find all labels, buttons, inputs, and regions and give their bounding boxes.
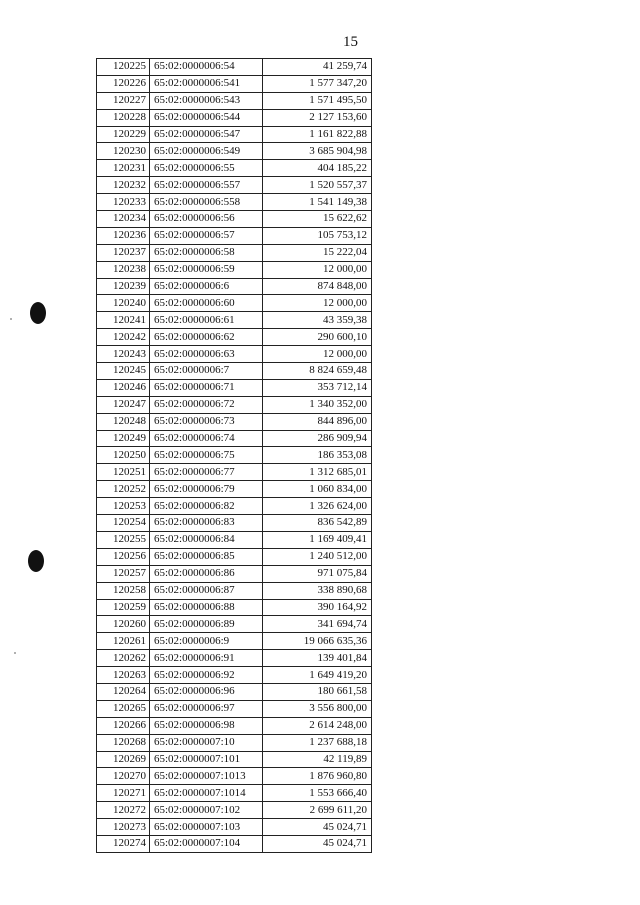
cadastral-value-cell: 971 075,84 (263, 565, 372, 582)
table-row (97, 295, 372, 312)
table-row (97, 261, 372, 278)
row-number-cell: 120249 (97, 430, 150, 447)
row-number-cell: 120243 (97, 346, 150, 363)
table-row (97, 363, 372, 380)
row-number-cell: 120266 (97, 717, 150, 734)
cadastral-value-cell: 45 024,71 (263, 835, 372, 852)
cadastral-number-cell: 65:02:0000006:79 (150, 481, 263, 498)
table-row (97, 430, 372, 447)
table-row (97, 75, 372, 92)
cadastral-number-cell: 65:02:0000007:101 (150, 751, 263, 768)
row-number-cell: 120259 (97, 599, 150, 616)
cadastral-value-cell: 180 661,58 (263, 683, 372, 700)
cadastral-number-cell: 65:02:0000006:73 (150, 413, 263, 430)
row-number-cell: 120250 (97, 447, 150, 464)
table-row (97, 143, 372, 160)
row-number-cell: 120226 (97, 75, 150, 92)
table-row (97, 515, 372, 532)
row-number-cell: 120255 (97, 531, 150, 548)
row-number-cell: 120228 (97, 109, 150, 126)
table-row (97, 599, 372, 616)
row-number-cell: 120238 (97, 261, 150, 278)
cadastral-number-cell: 65:02:0000007:102 (150, 802, 263, 819)
cadastral-number-cell: 65:02:0000007:1013 (150, 768, 263, 785)
cadastral-number-cell: 65:02:0000006:91 (150, 650, 263, 667)
table-row (97, 717, 372, 734)
cadastral-number-cell: 65:02:0000006:58 (150, 244, 263, 261)
row-number-cell: 120256 (97, 548, 150, 565)
cadastral-value-cell: 12 000,00 (263, 261, 372, 278)
cadastral-value-cell: 404 185,22 (263, 160, 372, 177)
table-row (97, 667, 372, 684)
row-number-cell: 120227 (97, 92, 150, 109)
cadastral-number-cell: 65:02:0000006:87 (150, 582, 263, 599)
cadastral-number-cell: 65:02:0000006:54 (150, 59, 263, 76)
cadastral-number-cell: 65:02:0000006:557 (150, 177, 263, 194)
table-row (97, 346, 372, 363)
table-row (97, 396, 372, 413)
table-row (97, 700, 372, 717)
row-number-cell: 120261 (97, 633, 150, 650)
cadastral-number-cell: 65:02:0000006:59 (150, 261, 263, 278)
cadastral-value-cell: 1 060 834,00 (263, 481, 372, 498)
table-row (97, 802, 372, 819)
table-row (97, 447, 372, 464)
row-number-cell: 120272 (97, 802, 150, 819)
row-number-cell: 120270 (97, 768, 150, 785)
table-row (97, 819, 372, 836)
cadastral-number-cell: 65:02:0000006:96 (150, 683, 263, 700)
cadastral-value-cell: 286 909,94 (263, 430, 372, 447)
row-number-cell: 120262 (97, 650, 150, 667)
cadastral-value-cell: 42 119,89 (263, 751, 372, 768)
table-row (97, 785, 372, 802)
row-number-cell: 120268 (97, 734, 150, 751)
table-row (97, 312, 372, 329)
table-row (97, 498, 372, 515)
table-row (97, 194, 372, 211)
cadastral-value-cell: 1 571 495,50 (263, 92, 372, 109)
row-number-cell: 120236 (97, 227, 150, 244)
table-row (97, 548, 372, 565)
row-number-cell: 120274 (97, 835, 150, 852)
cadastral-value-cell: 390 164,92 (263, 599, 372, 616)
table-row (97, 633, 372, 650)
table-row (97, 565, 372, 582)
cadastral-number-cell: 65:02:0000006:74 (150, 430, 263, 447)
cadastral-number-cell: 65:02:0000006:541 (150, 75, 263, 92)
row-number-cell: 120253 (97, 498, 150, 515)
row-number-cell: 120265 (97, 700, 150, 717)
table-row (97, 92, 372, 109)
cadastral-number-cell: 65:02:0000006:84 (150, 531, 263, 548)
scan-speck (10, 318, 12, 320)
cadastral-number-cell: 65:02:0000006:6 (150, 278, 263, 295)
cadastral-number-cell: 65:02:0000006:57 (150, 227, 263, 244)
row-number-cell: 120229 (97, 126, 150, 143)
row-number-cell: 120242 (97, 329, 150, 346)
table-row (97, 683, 372, 700)
scan-speck (14, 652, 16, 654)
cadastral-value-cell: 1 326 624,00 (263, 498, 372, 515)
cadastral-value-cell: 874 848,00 (263, 278, 372, 295)
table-row (97, 160, 372, 177)
cadastral-value-cell: 15 222,04 (263, 244, 372, 261)
cadastral-value-cell: 1 649 419,20 (263, 667, 372, 684)
cadastral-number-cell: 65:02:0000006:63 (150, 346, 263, 363)
cadastral-value-cell: 1 161 822,88 (263, 126, 372, 143)
cadastral-value-cell: 844 896,00 (263, 413, 372, 430)
row-number-cell: 120232 (97, 177, 150, 194)
cadastral-value-cell: 1 312 685,01 (263, 464, 372, 481)
cadastral-number-cell: 65:02:0000006:549 (150, 143, 263, 160)
cadastral-value-cell: 2 699 611,20 (263, 802, 372, 819)
row-number-cell: 120248 (97, 413, 150, 430)
row-number-cell: 120225 (97, 59, 150, 76)
row-number-cell: 120245 (97, 363, 150, 380)
cadastral-number-cell: 65:02:0000006:77 (150, 464, 263, 481)
table-row (97, 329, 372, 346)
table-row (97, 464, 372, 481)
table-row (97, 835, 372, 852)
cadastral-value-cell: 1 237 688,18 (263, 734, 372, 751)
row-number-cell: 120260 (97, 616, 150, 633)
table-row (97, 278, 372, 295)
cadastral-value-cell: 1 340 352,00 (263, 396, 372, 413)
table-row (97, 227, 372, 244)
cadastral-number-cell: 65:02:0000006:89 (150, 616, 263, 633)
table-row (97, 379, 372, 396)
table-row (97, 211, 372, 228)
cadastral-value-cell: 8 824 659,48 (263, 363, 372, 380)
cadastral-value-cell: 12 000,00 (263, 295, 372, 312)
row-number-cell: 120231 (97, 160, 150, 177)
cadastral-value-cell: 1 577 347,20 (263, 75, 372, 92)
cadastral-value-cell: 1 541 149,38 (263, 194, 372, 211)
cadastral-number-cell: 65:02:0000006:61 (150, 312, 263, 329)
cadastral-value-cell: 341 694,74 (263, 616, 372, 633)
cadastral-number-cell: 65:02:0000006:9 (150, 633, 263, 650)
row-number-cell: 120271 (97, 785, 150, 802)
cadastral-number-cell: 65:02:0000006:86 (150, 565, 263, 582)
cadastral-number-cell: 65:02:0000006:82 (150, 498, 263, 515)
cadastral-number-cell: 65:02:0000006:98 (150, 717, 263, 734)
row-number-cell: 120269 (97, 751, 150, 768)
cadastral-value-cell: 2 127 153,60 (263, 109, 372, 126)
cadastral-value-cell: 12 000,00 (263, 346, 372, 363)
table-row (97, 751, 372, 768)
cadastral-number-cell: 65:02:0000006:72 (150, 396, 263, 413)
cadastral-number-cell: 65:02:0000006:75 (150, 447, 263, 464)
table-row (97, 413, 372, 430)
row-number-cell: 120230 (97, 143, 150, 160)
cadastral-value-cell: 353 712,14 (263, 379, 372, 396)
cadastral-number-cell: 65:02:0000006:62 (150, 329, 263, 346)
cadastral-value-cell: 2 614 248,00 (263, 717, 372, 734)
cadastral-number-cell: 65:02:0000007:103 (150, 819, 263, 836)
row-number-cell: 120234 (97, 211, 150, 228)
punch-hole-top (30, 302, 46, 324)
cadastral-number-cell: 65:02:0000006:85 (150, 548, 263, 565)
row-number-cell: 120264 (97, 683, 150, 700)
row-number-cell: 120273 (97, 819, 150, 836)
cadastral-number-cell: 65:02:0000006:60 (150, 295, 263, 312)
table-row (97, 244, 372, 261)
cadastral-number-cell: 65:02:0000006:83 (150, 515, 263, 532)
cadastral-value-cell: 45 024,71 (263, 819, 372, 836)
row-number-cell: 120258 (97, 582, 150, 599)
table-row (97, 481, 372, 498)
table-row (97, 734, 372, 751)
cadastral-value-cell: 1 240 512,00 (263, 548, 372, 565)
cadastral-value-cell: 1 520 557,37 (263, 177, 372, 194)
row-number-cell: 120233 (97, 194, 150, 211)
cadastral-number-cell: 65:02:0000006:71 (150, 379, 263, 396)
cadastral-value-cell: 290 600,10 (263, 329, 372, 346)
cadastral-value-cell: 186 353,08 (263, 447, 372, 464)
cadastral-number-cell: 65:02:0000006:547 (150, 126, 263, 143)
punch-hole-bottom (28, 550, 44, 572)
row-number-cell: 120252 (97, 481, 150, 498)
table-row (97, 177, 372, 194)
cadastral-value-cell: 105 753,12 (263, 227, 372, 244)
cadastral-value-cell: 1 553 666,40 (263, 785, 372, 802)
cadastral-value-cell: 836 542,89 (263, 515, 372, 532)
table-row (97, 768, 372, 785)
cadastral-number-cell: 65:02:0000006:55 (150, 160, 263, 177)
cadastral-number-cell: 65:02:0000006:7 (150, 363, 263, 380)
row-number-cell: 120246 (97, 379, 150, 396)
cadastral-number-cell: 65:02:0000006:544 (150, 109, 263, 126)
cadastral-number-cell: 65:02:0000007:1014 (150, 785, 263, 802)
table-row (97, 531, 372, 548)
cadastral-value-cell: 1 876 960,80 (263, 768, 372, 785)
cadastral-number-cell: 65:02:0000006:56 (150, 211, 263, 228)
cadastral-number-cell: 65:02:0000006:88 (150, 599, 263, 616)
cadastral-value-cell: 15 622,62 (263, 211, 372, 228)
row-number-cell: 120237 (97, 244, 150, 261)
cadastral-number-cell: 65:02:0000006:543 (150, 92, 263, 109)
table-row (97, 616, 372, 633)
cadastral-value-cell: 41 259,74 (263, 59, 372, 76)
row-number-cell: 120239 (97, 278, 150, 295)
cadastral-value-cell: 1 169 409,41 (263, 531, 372, 548)
row-number-cell: 120251 (97, 464, 150, 481)
row-number-cell: 120263 (97, 667, 150, 684)
registry-table (96, 58, 372, 853)
cadastral-number-cell: 65:02:0000007:104 (150, 835, 263, 852)
table-row (97, 650, 372, 667)
cadastral-number-cell: 65:02:0000006:92 (150, 667, 263, 684)
row-number-cell: 120254 (97, 515, 150, 532)
table-row (97, 59, 372, 76)
cadastral-number-cell: 65:02:0000006:558 (150, 194, 263, 211)
row-number-cell: 120247 (97, 396, 150, 413)
registry-table-body (97, 59, 372, 853)
cadastral-number-cell: 65:02:0000007:10 (150, 734, 263, 751)
cadastral-number-cell: 65:02:0000006:97 (150, 700, 263, 717)
cadastral-value-cell: 139 401,84 (263, 650, 372, 667)
row-number-cell: 120257 (97, 565, 150, 582)
cadastral-value-cell: 338 890,68 (263, 582, 372, 599)
cadastral-value-cell: 3 685 904,98 (263, 143, 372, 160)
row-number-cell: 120241 (97, 312, 150, 329)
row-number-cell: 120240 (97, 295, 150, 312)
table-row (97, 126, 372, 143)
table-row (97, 109, 372, 126)
cadastral-value-cell: 43 359,38 (263, 312, 372, 329)
cadastral-value-cell: 19 066 635,36 (263, 633, 372, 650)
table-row (97, 582, 372, 599)
page-number: 15 (343, 34, 358, 50)
cadastral-value-cell: 3 556 800,00 (263, 700, 372, 717)
